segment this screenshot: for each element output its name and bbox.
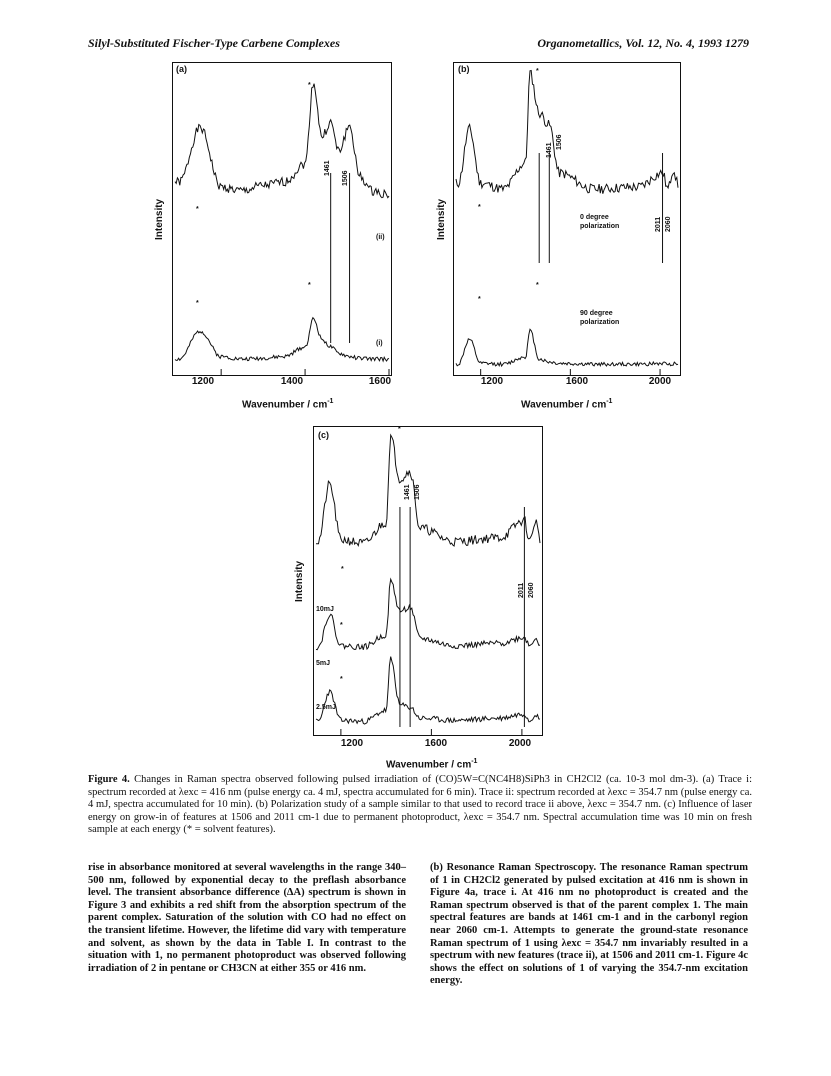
figure-caption [88,774,752,837]
panel-a-trace-label: (i) [376,340,383,347]
panel-c-ylabel: Intensity [294,560,305,602]
panel-b-xlabel: Wavenumber / $cm^{-1}$ [521,398,613,411]
body-column-right [430,862,748,988]
panel-a-trace-label: (ii) [376,234,385,241]
panel-b-frame [453,62,681,376]
panel-b-peak-label: 2011 [655,216,662,232]
panel-b-trace-label: 0 degree [580,214,609,221]
panel-a-peak-label: 1506 [342,170,349,186]
panel-c-tick: 2000 [508,738,532,749]
panel-c-peak-label: 2060 [528,582,535,598]
panel-c-xlabel: Wavenumber / $cm^{-1}$ [386,758,478,771]
solvent-marker: * [196,206,199,213]
panel-c-tick: 1200 [340,738,364,749]
solvent-marker: * [308,82,311,89]
panel-a-plot [173,63,391,375]
body-column-left: rise in absorbance monitored at several wavelengths in the range 340–500 nm, followed by exponential decay to the preflash absorbance level. The transient absorbance difference (ΔA) spectrum is shown in Figure 3 and exhibits a red shift from the absorption spectrum of the parent complex. Saturation of the solution with CO had no effect on the transient lifetime. However, the lifetime did vary with temperature and solvent, as shown by the data in Table I. In contrast to the situation with 1, no permanent photoproduct was observed following irradiation of 2 in pentane or CH3CN at either 355 or 416 nm. [88,862,406,974]
spectrum-trace-2 [316,579,540,650]
panel-a-frame [172,62,392,376]
solvent-marker: * [308,282,311,289]
running-header-journal: Organometallics, Vol. 12, No. 4, 1993 1279 [537,36,749,50]
panel-b-peak-label: 1506 [556,134,563,150]
panel-b-tick: 1600 [565,376,589,387]
panel-a-xlabel: Wavenumber / $cm^{-1}$ [242,398,334,411]
panel-a-label: (a) [176,64,187,74]
spectrum-trace-2 [175,318,389,361]
spectrum-trace-1 [175,84,389,198]
solvent-marker: * [196,300,199,307]
solvent-marker: * [478,296,481,303]
solvent-marker: * [398,426,401,433]
panel-a-tick: 1200 [191,376,215,387]
solvent-marker: * [341,566,344,573]
panel-c-label: (c) [318,430,329,440]
panel-b-peak-label: 1461 [546,142,553,158]
panel-c-plot [314,427,542,735]
panel-c-peak-label: 1461 [404,484,411,500]
spectrum-trace-1 [456,71,678,194]
panel-c-trace-label: 5mJ [316,660,331,667]
panel-a-ylabel: Intensity [154,198,165,240]
panel-b-label: (b) [458,64,470,74]
panel-c-frame [313,426,543,736]
panel-c-peak-label: 2011 [518,582,525,598]
panel-a-peak-label: 1461 [324,160,331,176]
figure-caption-label: Figure 4. [88,774,130,785]
solvent-marker: * [478,204,481,211]
panel-c-trace-label: 10mJ [316,606,334,613]
solvent-marker: * [340,622,343,629]
solvent-marker: * [536,282,539,289]
panel-b-trace-label: polarization [580,319,620,326]
panel-b-ylabel: Intensity [436,198,447,240]
panel-b-trace-label: polarization [580,223,620,230]
solvent-marker: * [340,676,343,683]
spectrum-trace-1 [316,435,540,546]
panel-c-peak-label: 1506 [414,484,421,500]
panel-a-tick: 1400 [280,376,304,387]
section-heading: (b) Resonance Raman Spectroscopy. [430,862,597,873]
panel-b-trace-label: 90 degree [580,310,613,317]
panel-a-tick: 1600 [368,376,392,387]
running-header-title: Silyl-Substituted Fischer-Type Carbene Complexes [88,36,340,50]
panel-c-tick: 1600 [424,738,448,749]
panel-b-tick: 1200 [480,376,504,387]
panel-b-tick: 2000 [648,376,672,387]
solvent-marker: * [536,68,539,75]
spectrum-trace-2 [456,329,678,366]
panel-b-plot [454,63,680,375]
spectrum-trace-3 [316,657,540,725]
body-paragraph: The resonance Raman spectrum of 1 in CH2Cl2 generated by pulsed excitation at 416 nm is shown in Figure 4a, trace i. At 416 nm no photoproduct is created and the Raman spectrum observed is that of the parent complex 1. The main spectral features are bands at 1461 cm-1 and in the carbonyl region near 2060 cm-1. Attempts to generate the ground-state resonance Raman spectrum of 1 using λexc = 354.7 nm invariably resulted in a spectrum with new features (trace ii), at 1506 and 2011 cm-1. Figure 4c shows the effect on solutions of 1 of varying the 354.7-nm excitation energy. [430,862,749,987]
panel-b-peak-label: 2060 [665,216,672,232]
figure-caption-text: Changes in Raman spectra observed following pulsed irradiation of (CO)5W=C(NC4H8)SiPh3 in CH2Cl2 (ca. 10-3 mol dm-3). (a) Trace i: spectrum recorded at λexc = 416 nm (pulse energy ca. 4 mJ, spectra accumulated for 6 min). Trace ii: spectrum recorded at λexc = 354.7 nm (pulse energy ca. 4 mJ, spectra accumulated for 10 min). (b) Polarization study of a sample similar to that used to record trace ii above, λexc = 354.7 nm. (c) Influence of laser energy on grow-in of features at 1506 and 2011 cm-1 due to permanent photoproduct, λexc = 354.7 nm. Spectral accumulation time was 10 min on fresh sample at each energy (* = solvent features). [88,774,752,836]
panel-c-trace-label: 2.5mJ [316,704,336,711]
